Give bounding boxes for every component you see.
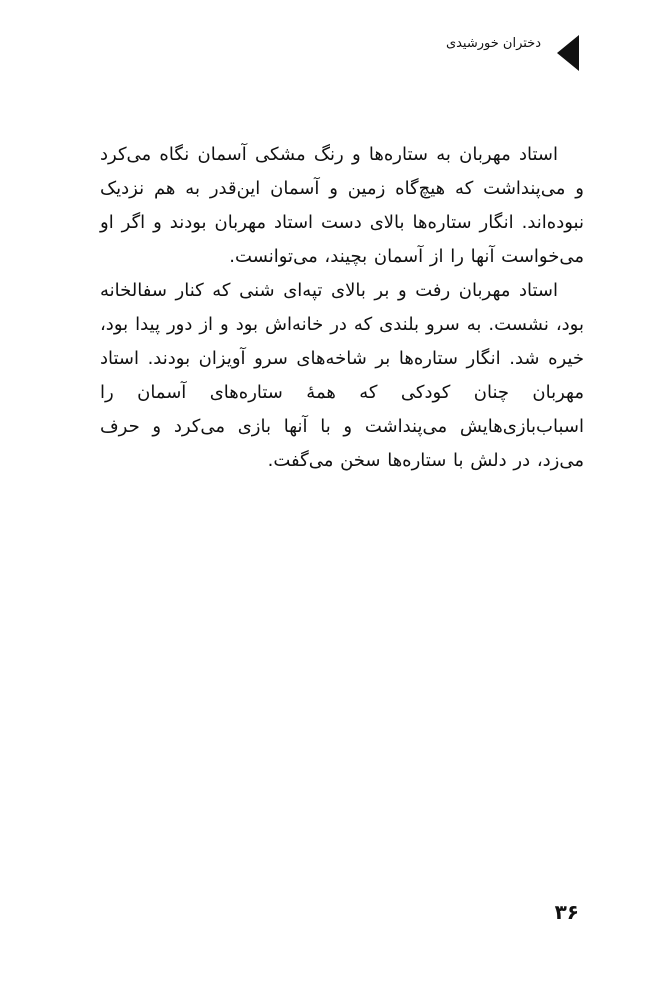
paragraph: استاد مهربان رفت و بر بالای تپه‌ای شنی که کنار سفالخانه بود، نشست. به سرو بلندی که در خانه‌اش بود و از دور پیدا بود، خیره شد. انگار ستاره‌ها بر شاخه‌های سرو آویزان بودند. استاد مهربان چنان کودکی که همهٔ ستاره‌های آسمان را اسباب‌بازی‌هایش می‌پنداشت و با آنها بازی می‌کرد و حرف می‌زد، در دلش با ستاره‌ها سخن می‌گفت. xyxy=(100,280,584,471)
triangle-marker-icon xyxy=(557,35,579,71)
running-header xyxy=(359,30,579,70)
page-body xyxy=(100,138,584,478)
page-number: ۳۶ xyxy=(554,900,579,924)
paragraph: استاد مهربان به ستاره‌ها و رنگ مشکی آسمان نگاه می‌کرد و می‌پنداشت که هیچ‌گاه زمین و آسمان این‌قدر به هم نزدیک نبوده‌اند. انگار ستاره‌ها بالای دست استاد مهربان بودند و اگر او می‌خواست آنها را از آسمان بچیند، می‌توانست. xyxy=(100,144,584,267)
book-title: دختران خورشیدی xyxy=(445,36,541,51)
